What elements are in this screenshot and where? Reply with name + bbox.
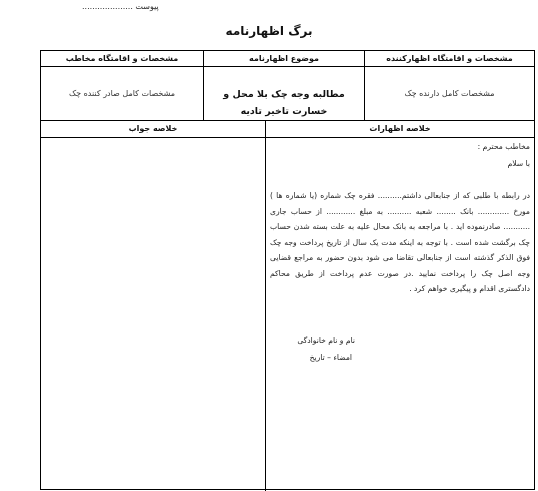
salutation: مخاطب محترم : <box>477 142 530 151</box>
greeting: با سلام <box>507 159 530 168</box>
declaration-body: در رابطه با طلبی که از جنابعالی داشتم.......... فقره چک شماره (یا شماره ها ) مورخ ............. بانک ........ شعبه .......... به مبلغ ............ از حساب جاری ........... صادرنموده اید . با مراجعه به بانک محال علیه به علت بسته شدن حساب چک برگشت شده است . با توجه به اینکه مدت یک سال از تاریخ پرداخت وجه چک فوق الذکر گذشته است از جنابعالی تقاضا می شود بدون حضور به مراجع قضایی وجه اصل چک را پرداخت نمایید .در صورت عدم پرداخت از طریق محاکم دادگستری اقدام و پیگیری خواهم کرد . <box>270 191 530 293</box>
declarant-value: مشخصات کامل دارنده چک <box>404 89 495 98</box>
form-title: برگ اظهارنامه <box>225 24 313 38</box>
summary-column-divider <box>265 120 266 491</box>
signature-date-line: امضاء – تاریخ <box>309 353 352 362</box>
attachment-label: پیوست .................... <box>82 2 159 11</box>
name-line: نام و نام خانوادگی <box>297 336 355 345</box>
declarant-header: مشخصات و اقامتگاه اظهارکننده <box>386 54 513 63</box>
subject-value: مطالبه وجه چک بلا محل و خسارت تاخیر تادیه <box>223 89 345 117</box>
declaration-summary-header: خلاصه اظهارات <box>369 124 431 133</box>
response-summary-header: خلاصه جواب <box>128 124 178 133</box>
info-row-divider <box>41 120 534 121</box>
addressee-header: مشخصات و اقامتگاه مخاطب <box>65 54 179 63</box>
response-area <box>41 138 265 491</box>
header-row-divider <box>41 66 534 67</box>
addressee-value: مشخصات کامل صادر کننده چک <box>68 89 176 98</box>
declaration-form-table <box>40 50 535 490</box>
subject-header: موضوع اظهارنامه <box>249 54 319 63</box>
